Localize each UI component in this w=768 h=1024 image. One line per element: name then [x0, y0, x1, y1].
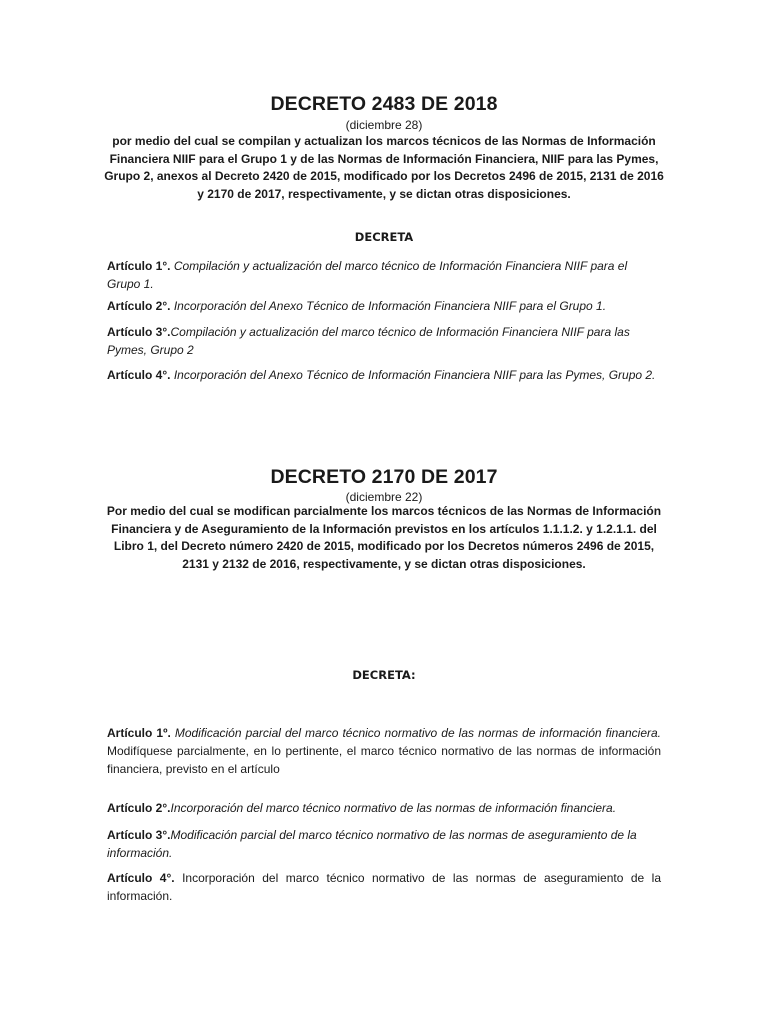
decree-1-decreta-heading: DECRETA	[354, 230, 414, 244]
article-title: Modificación parcial del marco técnico normativo de las normas de información financiera.	[170, 726, 661, 740]
article-title: Modificación parcial del marco técnico normativo de las normas de aseguramiento de la información.	[107, 828, 637, 860]
article-title: Incorporación del marco técnico normativo de las normas de información financiera.	[170, 801, 617, 815]
article-title: Compilación y actualización del marco técnico de Información Financiera NIIF para las Pymes, Grupo 2	[107, 325, 630, 357]
article-label: Artículo 3°.	[107, 828, 171, 842]
article-label: Artículo 2°.	[107, 299, 171, 313]
decree-2-article-2	[107, 799, 661, 817]
article-label: Artículo 1º.	[107, 726, 171, 740]
decree-2-summary: Por medio del cual se modifican parcialmente los marcos técnicos de las Normas de Información Financiera y de Aseguramiento de la Información previstos en los artículos 1.1.1.2. y 1.2.1.1. del Libro 1, del Decreto número 2420 de 2015, modificado por los Decretos números 2496 de 2015, 2131 y 2132 de 2016, respectivamente, y se dictan otras disposiciones.	[106, 504, 662, 571]
article-label: Artículo 3°.	[107, 325, 171, 339]
decree-2-article-3	[107, 826, 661, 862]
article-title: Incorporación del Anexo Técnico de Información Financiera NIIF para las Pymes, Grupo 2.	[170, 368, 656, 382]
article-label: Artículo 4°.	[107, 368, 171, 382]
decree-2-title: DECRETO 2170 DE 2017	[270, 466, 498, 488]
decree-1-date: (diciembre 28)	[345, 118, 423, 132]
decree-2-date: (diciembre 22)	[345, 490, 423, 504]
decree-2-decreta-heading: DECRETA:	[352, 668, 416, 682]
decree-2-article-4	[107, 869, 661, 905]
decree-1-article-2	[107, 297, 661, 315]
decree-1-article-4	[107, 366, 661, 384]
decree-1-title: DECRETO 2483 DE 2018	[270, 93, 498, 115]
article-label: Artículo 4°.	[107, 871, 175, 885]
article-body: Incorporación del marco técnico normativo de las normas de aseguramiento de la información.	[107, 871, 661, 903]
decree-2-article-1	[107, 724, 661, 778]
decree-1-article-1	[107, 257, 661, 293]
article-title: Incorporación del Anexo Técnico de Información Financiera NIIF para el Grupo 1.	[170, 299, 607, 313]
article-label: Artículo 1°.	[107, 259, 171, 273]
article-body: Modifíquese parcialmente, en lo pertinente, el marco técnico normativo de las normas de información financiera, previsto en el artículo	[107, 744, 661, 776]
decree-1-article-3	[107, 323, 661, 359]
decree-1-summary: por medio del cual se compilan y actualizan los marcos técnicos de las Normas de Información Financiera NIIF para el Grupo 1 y de las Normas de Información Financiera, NIIF para las Pymes, Grupo 2, anexos al Decreto 2420 de 2015, modificado por los Decretos 2496 de 2015, 2131 de 2016 y 2170 de 2017, respectivamente, y se dictan otras disposiciones.	[104, 134, 664, 201]
article-title: Compilación y actualización del marco técnico de Información Financiera NIIF para el Grupo 1.	[107, 259, 628, 291]
article-label: Artículo 2°.	[107, 801, 171, 815]
